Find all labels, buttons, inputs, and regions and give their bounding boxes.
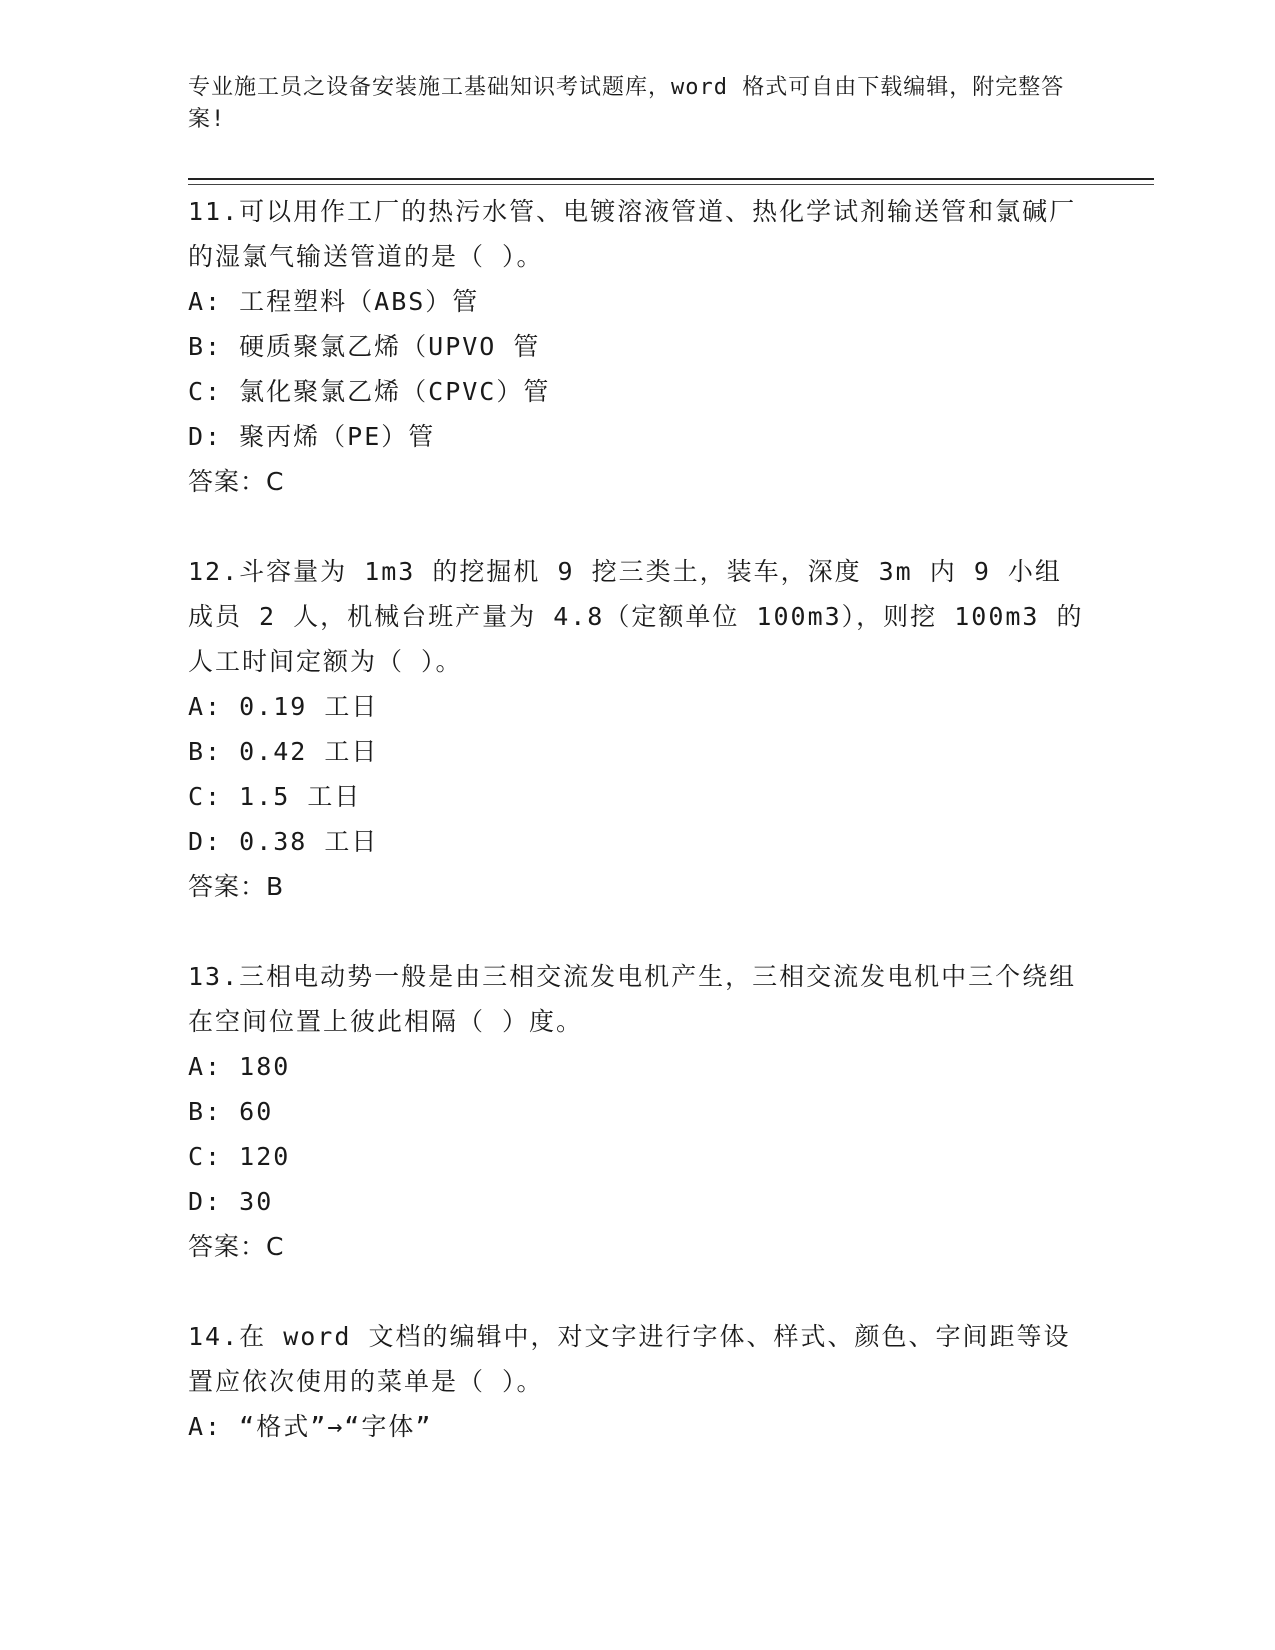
option-b: B: 60 (188, 1097, 274, 1126)
question-11 (188, 189, 1088, 504)
option-c: C: 氯化聚氯乙烯（CPVC）管 (188, 377, 551, 406)
question-stem: 12.斗容量为 1m3 的挖掘机 9 挖三类土，装车，深度 3m 内 9 小组成员 2 人，机械台班产量为 4.8（定额单位 100m3），则挖 100m3 的人工时间定额为（ ）。 (188, 557, 1084, 676)
option-c: C: 1.5 工日 (188, 782, 362, 811)
option-a: A: 0.19 工日 (188, 692, 379, 721)
question-14 (188, 1314, 1088, 1449)
spacer (188, 504, 1088, 549)
header-divider-thick (188, 178, 1154, 180)
question-list (188, 189, 1088, 1449)
answer-line: 答案：B (188, 872, 285, 901)
option-a: A: “格式”→“字体” (188, 1412, 433, 1441)
option-d: D: 0.38 工日 (188, 827, 379, 856)
option-b: B: 0.42 工日 (188, 737, 379, 766)
option-a: A: 180 (188, 1052, 291, 1081)
question-stem: 13.三相电动势一般是由三相交流发电机产生，三相交流发电机中三个绕组在空间位置上彼此相隔（ ）度。 (188, 962, 1077, 1036)
header-divider-thin (188, 184, 1154, 185)
answer-line: 答案：C (188, 1232, 285, 1261)
question-13 (188, 954, 1088, 1269)
option-b: B: 硬质聚氯乙烯（UPVO 管 (188, 332, 541, 361)
spacer (188, 909, 1088, 954)
answer-line: 答案：C (188, 467, 285, 496)
option-d: D: 30 (188, 1187, 274, 1216)
option-c: C: 120 (188, 1142, 291, 1171)
option-d: D: 聚丙烯（PE）管 (188, 422, 436, 451)
question-12 (188, 549, 1088, 909)
question-stem: 14.在 word 文档的编辑中，对文字进行字体、样式、颜色、字间距等设置应依次使用的菜单是（ ）。 (188, 1322, 1071, 1396)
spacer (188, 1269, 1088, 1314)
document-header: 专业施工员之设备安装施工基础知识考试题库，word 格式可自由下载编辑，附完整答案! (188, 75, 1065, 132)
question-stem: 11.可以用作工厂的热污水管、电镀溶液管道、热化学试剂输送管和氯碱厂的湿氯气输送管道的是（ ）。 (188, 197, 1077, 271)
option-a: A: 工程塑料（ABS）管 (188, 287, 480, 316)
